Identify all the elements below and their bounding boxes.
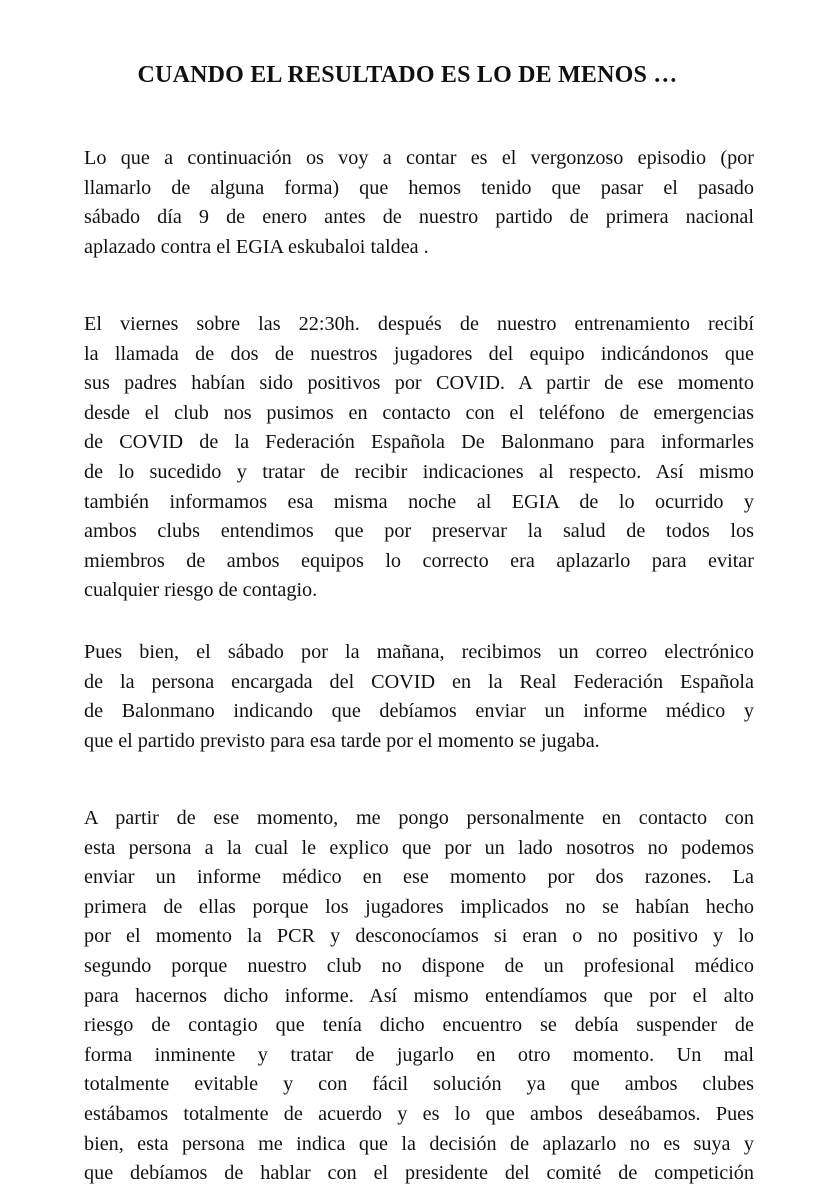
paragraph-line: forma inminente y tratar de jugarlo en otro momento. Un mal [84, 1043, 754, 1066]
paragraph-line: cualquier riesgo de contagio. [84, 579, 318, 602]
paragraph-line: que el partido previsto para esa tarde por el momento se jugaba. [84, 729, 600, 752]
paragraph-line: de Balonmano indicando que debíamos enviar un informe médico y [84, 700, 754, 723]
paragraph-1 [84, 144, 754, 262]
paragraph-line: por el momento la PCR y desconocíamos si eran o no positivo y lo [84, 925, 754, 948]
paragraph-line: Pues bien, el sábado por la mañana, recibimos un correo electrónico [84, 641, 754, 663]
paragraph-line: aplazado contra el EGIA eskubaloi taldea . [84, 235, 429, 258]
paragraph-line: primera de ellas porque los jugadores implicados no se habían hecho [84, 895, 754, 918]
paragraph-3 [84, 638, 754, 756]
paragraph-2 [84, 310, 754, 606]
paragraph-line: Lo que a continuación os voy a contar es el vergonzoso episodio (por [84, 147, 754, 169]
paragraph-line: la llamada de dos de nuestros jugadores del equipo indicándonos que [84, 342, 754, 365]
paragraph-line: El viernes sobre las 22:30h. después de nuestro entrenamiento recibí [84, 313, 754, 335]
paragraph-line: totalmente evitable y con fácil solución ya que ambos clubes [84, 1073, 754, 1096]
paragraph-line: de la persona encargada del COVID en la Real Federación Española [84, 670, 754, 693]
paragraph-line: enviar un informe médico en ese momento por dos razones. La [84, 866, 754, 889]
paragraph-line: bien, esta persona me indica que la decisión de aplazarlo no es suya y [84, 1132, 754, 1155]
paragraph-line: segundo porque nuestro club no dispone de un profesional médico [84, 954, 754, 977]
paragraph-line: llamarlo de alguna forma) que hemos tenido que pasar el pasado [84, 176, 754, 199]
paragraph-4 [84, 804, 754, 1189]
paragraph-line: ambos clubs entendimos que por preservar la salud de todos los [84, 520, 754, 543]
paragraph-line: también informamos esa misma noche al EGIA de lo ocurrido y [84, 490, 754, 513]
paragraph-line: A partir de ese momento, me pongo personalmente en contacto con [84, 807, 754, 829]
paragraph-line: de COVID de la Federación Española De Balonmano para informarles [84, 431, 754, 454]
paragraph-line: para hacernos dicho informe. Así mismo entendíamos que por el alto [84, 984, 754, 1007]
paragraph-line: riesgo de contagio que tenía dicho encuentro se debía suspender de [84, 1014, 754, 1037]
paragraph-line: sábado día 9 de enero antes de nuestro partido de primera nacional [84, 206, 754, 229]
paragraph-line: de lo sucedido y tratar de recibir indicaciones al respecto. Así mismo [84, 460, 754, 483]
document-title: CUANDO EL RESULTADO ES LO DE MENOS … [137, 62, 678, 88]
paragraph-line: miembros de ambos equipos lo correcto era aplazarlo para evitar [84, 549, 754, 572]
paragraph-line: estábamos totalmente de acuerdo y es lo que ambos deseábamos. Pues [84, 1102, 754, 1125]
paragraph-line: esta persona a la cual le explico que por un lado nosotros no podemos [84, 836, 754, 859]
paragraph-line: desde el club nos pusimos en contacto con el teléfono de emergencias [84, 401, 754, 424]
paragraph-line: que debíamos de hablar con el presidente del comité de competición [84, 1162, 754, 1185]
paragraph-line: sus padres habían sido positivos por COVID. A partir de ese momento [84, 372, 754, 395]
